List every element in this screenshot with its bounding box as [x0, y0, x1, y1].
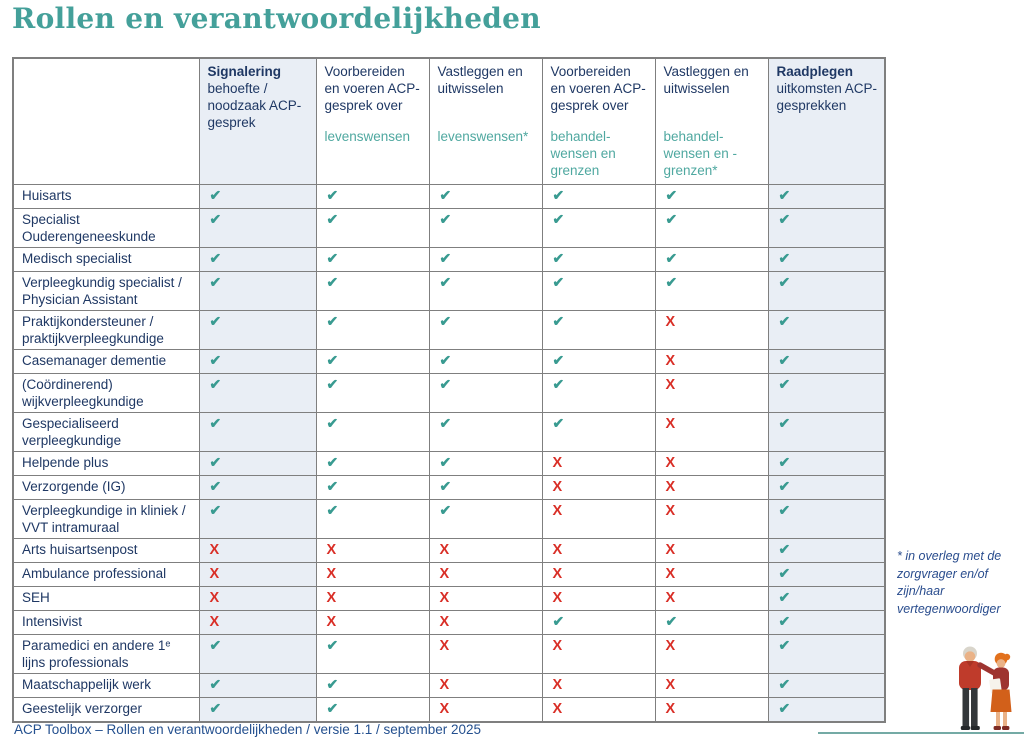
table-row: [13, 539, 885, 563]
corner-cell: [13, 58, 199, 185]
cross-icon: X: [439, 590, 450, 606]
check-icon: ✔: [439, 415, 452, 431]
check-icon: ✔: [778, 502, 791, 518]
table-row: [13, 674, 885, 698]
cross-icon: X: [665, 701, 676, 717]
role-label: Ambulance professional: [13, 563, 199, 587]
table-header: [13, 58, 885, 185]
cross-mark-cell: [655, 698, 768, 723]
cross-icon: X: [665, 566, 676, 582]
elderly-man-figure: [959, 647, 981, 731]
check-mark-cell: [655, 185, 768, 209]
check-mark-cell: [199, 698, 316, 723]
column-header-accent-label: levenswensen*: [437, 129, 529, 144]
cross-icon: X: [665, 503, 676, 519]
check-icon: ✔: [778, 565, 791, 581]
check-icon: ✔: [326, 187, 339, 203]
check-icon: ✔: [552, 613, 565, 629]
cross-mark-cell: [655, 413, 768, 452]
cross-mark-cell: [199, 587, 316, 611]
cross-mark-cell: [542, 539, 655, 563]
check-icon: ✔: [552, 415, 565, 431]
table-row: [13, 374, 885, 413]
cross-mark-cell: [655, 674, 768, 698]
check-mark-cell: [316, 413, 429, 452]
column-header-label: Vastleggen en uitwisselen: [437, 64, 523, 96]
check-icon: ✔: [439, 454, 452, 470]
check-mark-cell: [316, 248, 429, 272]
check-mark-cell: [316, 209, 429, 248]
cross-icon: X: [552, 638, 563, 654]
cross-icon: X: [552, 677, 563, 693]
role-label: Intensivist: [13, 611, 199, 635]
check-mark-cell: [655, 272, 768, 311]
check-icon: ✔: [326, 274, 339, 290]
cross-icon: X: [209, 590, 220, 606]
table-row: [13, 413, 885, 452]
check-mark-cell: [768, 587, 885, 611]
check-icon: ✔: [326, 454, 339, 470]
check-mark-cell: [199, 674, 316, 698]
column-header-label: Voorbereiden en voeren ACP-gesprek over: [324, 64, 420, 113]
check-icon: ✔: [326, 478, 339, 494]
check-mark-cell: [429, 350, 542, 374]
check-icon: ✔: [778, 637, 791, 653]
check-mark-cell: [768, 272, 885, 311]
check-icon: ✔: [778, 250, 791, 266]
check-mark-cell: [542, 185, 655, 209]
column-header-bold-label: Signalering: [207, 64, 282, 79]
cross-mark-cell: [199, 539, 316, 563]
column-header-label: behoefte / noodzaak ACP-gesprek: [207, 81, 302, 130]
check-mark-cell: [199, 635, 316, 674]
column-header: [316, 58, 429, 185]
cross-mark-cell: [429, 635, 542, 674]
cross-icon: X: [665, 416, 676, 432]
check-mark-cell: [199, 248, 316, 272]
cross-icon: X: [439, 638, 450, 654]
cross-mark-cell: [542, 635, 655, 674]
cross-icon: X: [665, 590, 676, 606]
cross-icon: X: [552, 701, 563, 717]
cross-mark-cell: [316, 563, 429, 587]
check-icon: ✔: [209, 676, 222, 692]
check-mark-cell: [768, 452, 885, 476]
check-mark-cell: [429, 248, 542, 272]
table-row: [13, 587, 885, 611]
cross-mark-cell: [542, 674, 655, 698]
check-mark-cell: [429, 476, 542, 500]
table-row: [13, 452, 885, 476]
check-mark-cell: [316, 452, 429, 476]
check-icon: ✔: [778, 187, 791, 203]
cross-icon: X: [439, 566, 450, 582]
check-mark-cell: [655, 209, 768, 248]
table-body: [13, 185, 885, 723]
cross-icon: X: [439, 614, 450, 630]
cross-mark-cell: [542, 563, 655, 587]
column-header-accent-label: levenswensen: [324, 129, 411, 144]
check-icon: ✔: [665, 187, 678, 203]
check-mark-cell: [542, 350, 655, 374]
check-icon: ✔: [778, 676, 791, 692]
check-mark-cell: [768, 476, 885, 500]
cross-icon: X: [665, 542, 676, 558]
check-icon: ✔: [209, 454, 222, 470]
cross-mark-cell: [199, 563, 316, 587]
cross-icon: X: [665, 479, 676, 495]
check-icon: ✔: [209, 352, 222, 368]
role-label: Specialist Ouderengeneeskunde: [13, 209, 199, 248]
check-icon: ✔: [552, 313, 565, 329]
table-row: [13, 209, 885, 248]
cross-icon: X: [439, 677, 450, 693]
cross-icon: X: [665, 314, 676, 330]
table-row: [13, 563, 885, 587]
role-label: (Coördinerend) wijkverpleegkundige: [13, 374, 199, 413]
check-mark-cell: [768, 539, 885, 563]
page-title: Rollen en verantwoordelijkheden: [12, 2, 541, 35]
table-row: [13, 185, 885, 209]
check-mark-cell: [768, 674, 885, 698]
table-row: [13, 350, 885, 374]
check-mark-cell: [199, 452, 316, 476]
cross-icon: X: [552, 542, 563, 558]
column-header-bold-label: Raadplegen: [776, 64, 854, 79]
check-icon: ✔: [552, 250, 565, 266]
check-mark-cell: [768, 698, 885, 723]
check-mark-cell: [199, 476, 316, 500]
check-icon: ✔: [326, 352, 339, 368]
column-header-label: Voorbereiden en voeren ACP-gesprek over: [550, 64, 646, 113]
table-row: [13, 698, 885, 723]
column-header-accent-label: behandel-wensen en - grenzen*: [663, 129, 738, 178]
cross-mark-cell: [542, 452, 655, 476]
check-icon: ✔: [209, 187, 222, 203]
check-mark-cell: [316, 185, 429, 209]
cross-mark-cell: [655, 635, 768, 674]
check-mark-cell: [316, 350, 429, 374]
check-icon: ✔: [778, 376, 791, 392]
role-label: Geestelijk verzorger: [13, 698, 199, 723]
check-icon: ✔: [209, 274, 222, 290]
check-icon: ✔: [778, 478, 791, 494]
cross-mark-cell: [655, 311, 768, 350]
column-header-label: uitkomsten ACP-gesprekken: [776, 81, 878, 113]
column-header: [429, 58, 542, 185]
check-mark-cell: [542, 413, 655, 452]
check-mark-cell: [199, 350, 316, 374]
check-icon: ✔: [778, 352, 791, 368]
cross-mark-cell: [655, 350, 768, 374]
role-label: Casemanager dementie: [13, 350, 199, 374]
cross-icon: X: [552, 590, 563, 606]
check-mark-cell: [768, 500, 885, 539]
check-mark-cell: [768, 311, 885, 350]
column-header: [655, 58, 768, 185]
check-mark-cell: [199, 272, 316, 311]
cross-icon: X: [326, 566, 337, 582]
check-icon: ✔: [778, 454, 791, 470]
cross-icon: X: [665, 353, 676, 369]
check-icon: ✔: [326, 211, 339, 227]
table-row: [13, 248, 885, 272]
check-mark-cell: [768, 563, 885, 587]
check-icon: ✔: [209, 415, 222, 431]
check-icon: ✔: [439, 211, 452, 227]
table-row: [13, 611, 885, 635]
check-mark-cell: [316, 272, 429, 311]
cross-mark-cell: [316, 539, 429, 563]
check-mark-cell: [655, 248, 768, 272]
check-mark-cell: [429, 452, 542, 476]
cross-icon: X: [326, 614, 337, 630]
check-icon: ✔: [326, 502, 339, 518]
check-icon: ✔: [778, 274, 791, 290]
check-mark-cell: [542, 611, 655, 635]
footnote: * in overleg met de zorgvrager en/of zijn/haar vertegenwoordiger: [897, 549, 1002, 616]
check-mark-cell: [199, 500, 316, 539]
cross-mark-cell: [542, 476, 655, 500]
cross-mark-cell: [542, 698, 655, 723]
check-icon: ✔: [778, 613, 791, 629]
check-icon: ✔: [439, 376, 452, 392]
check-mark-cell: [199, 413, 316, 452]
check-icon: ✔: [778, 700, 791, 716]
check-icon: ✔: [439, 352, 452, 368]
cross-mark-cell: [429, 539, 542, 563]
check-mark-cell: [316, 500, 429, 539]
table-row: [13, 311, 885, 350]
check-icon: ✔: [209, 211, 222, 227]
cross-mark-cell: [429, 674, 542, 698]
role-label: Arts huisartsenpost: [13, 539, 199, 563]
role-label: SEH: [13, 587, 199, 611]
cross-mark-cell: [655, 587, 768, 611]
check-mark-cell: [429, 500, 542, 539]
check-mark-cell: [542, 209, 655, 248]
check-icon: ✔: [326, 415, 339, 431]
check-mark-cell: [768, 635, 885, 674]
check-icon: ✔: [209, 478, 222, 494]
check-mark-cell: [429, 311, 542, 350]
check-icon: ✔: [209, 700, 222, 716]
role-label: Maatschappelijk werk: [13, 674, 199, 698]
check-icon: ✔: [326, 376, 339, 392]
cross-icon: X: [665, 377, 676, 393]
check-mark-cell: [768, 209, 885, 248]
check-icon: ✔: [209, 250, 222, 266]
check-icon: ✔: [552, 211, 565, 227]
check-mark-cell: [429, 374, 542, 413]
cross-icon: X: [439, 701, 450, 717]
check-mark-cell: [768, 248, 885, 272]
check-mark-cell: [655, 611, 768, 635]
table-row: [13, 272, 885, 311]
check-icon: ✔: [209, 376, 222, 392]
cross-icon: X: [209, 542, 220, 558]
cross-icon: X: [326, 542, 337, 558]
check-mark-cell: [316, 635, 429, 674]
cross-icon: X: [665, 677, 676, 693]
check-mark-cell: [768, 611, 885, 635]
check-icon: ✔: [439, 187, 452, 203]
check-icon: ✔: [778, 211, 791, 227]
check-mark-cell: [316, 674, 429, 698]
cross-mark-cell: [542, 500, 655, 539]
check-mark-cell: [199, 374, 316, 413]
role-label: Helpende plus: [13, 452, 199, 476]
role-label: Verpleegkundige in kliniek / VVT intramuraal: [13, 500, 199, 539]
cross-mark-cell: [429, 563, 542, 587]
cross-mark-cell: [655, 374, 768, 413]
cross-icon: X: [552, 566, 563, 582]
check-icon: ✔: [326, 313, 339, 329]
check-icon: ✔: [439, 250, 452, 266]
roles-table: [12, 57, 886, 723]
check-icon: ✔: [326, 250, 339, 266]
check-icon: ✔: [665, 274, 678, 290]
check-mark-cell: [429, 209, 542, 248]
cross-mark-cell: [429, 698, 542, 723]
cross-icon: X: [552, 503, 563, 519]
check-mark-cell: [768, 374, 885, 413]
column-header-label: Vastleggen en uitwisselen: [663, 64, 749, 96]
check-icon: ✔: [665, 613, 678, 629]
check-mark-cell: [429, 185, 542, 209]
cross-mark-cell: [199, 611, 316, 635]
check-mark-cell: [316, 476, 429, 500]
column-header: [199, 58, 316, 185]
role-label: Paramedici en andere 1ᵉ lijns professionals: [13, 635, 199, 674]
check-icon: ✔: [665, 250, 678, 266]
cross-mark-cell: [655, 539, 768, 563]
check-icon: ✔: [439, 502, 452, 518]
check-icon: ✔: [209, 502, 222, 518]
caregiver-woman-figure: [980, 653, 1012, 730]
check-mark-cell: [542, 272, 655, 311]
cross-mark-cell: [542, 587, 655, 611]
check-mark-cell: [768, 350, 885, 374]
cross-icon: X: [552, 455, 563, 471]
column-header: [768, 58, 885, 185]
table-row: [13, 500, 885, 539]
check-mark-cell: [199, 209, 316, 248]
check-icon: ✔: [552, 187, 565, 203]
cross-mark-cell: [655, 452, 768, 476]
check-mark-cell: [199, 185, 316, 209]
check-icon: ✔: [326, 700, 339, 716]
check-icon: ✔: [552, 274, 565, 290]
cross-icon: X: [665, 638, 676, 654]
cross-icon: X: [209, 566, 220, 582]
role-label: Huisarts: [13, 185, 199, 209]
cross-mark-cell: [655, 563, 768, 587]
check-icon: ✔: [778, 541, 791, 557]
role-label: Praktijkondersteuner / praktijkverpleegkundige: [13, 311, 199, 350]
cross-mark-cell: [429, 611, 542, 635]
check-mark-cell: [768, 413, 885, 452]
check-mark-cell: [542, 374, 655, 413]
check-icon: ✔: [665, 211, 678, 227]
role-label: Medisch specialist: [13, 248, 199, 272]
cross-mark-cell: [316, 587, 429, 611]
check-mark-cell: [429, 413, 542, 452]
check-mark-cell: [316, 698, 429, 723]
check-mark-cell: [542, 311, 655, 350]
check-icon: ✔: [439, 274, 452, 290]
role-label: Gespecialiseerd verpleegkundige: [13, 413, 199, 452]
cross-mark-cell: [655, 500, 768, 539]
cross-mark-cell: [316, 611, 429, 635]
check-mark-cell: [542, 248, 655, 272]
column-header-accent-label: behandel-wensen en grenzen: [550, 129, 616, 178]
table-row: [13, 476, 885, 500]
check-icon: ✔: [326, 676, 339, 692]
table-row: [13, 635, 885, 674]
people-illustration: [946, 646, 1024, 734]
check-icon: ✔: [439, 313, 452, 329]
footer-text: ACP Toolbox – Rollen en verantwoordelijkheden / versie 1.1 / september 2025: [14, 722, 482, 737]
check-mark-cell: [316, 374, 429, 413]
check-icon: ✔: [326, 637, 339, 653]
check-mark-cell: [768, 185, 885, 209]
check-mark-cell: [199, 311, 316, 350]
role-label: Verzorgende (IG): [13, 476, 199, 500]
cross-mark-cell: [655, 476, 768, 500]
check-mark-cell: [429, 272, 542, 311]
check-icon: ✔: [439, 478, 452, 494]
check-icon: ✔: [209, 637, 222, 653]
cross-mark-cell: [429, 587, 542, 611]
check-mark-cell: [316, 311, 429, 350]
check-icon: ✔: [209, 313, 222, 329]
check-icon: ✔: [778, 415, 791, 431]
column-header: [542, 58, 655, 185]
check-icon: ✔: [552, 376, 565, 392]
cross-icon: X: [552, 479, 563, 495]
cross-icon: X: [665, 455, 676, 471]
check-icon: ✔: [552, 352, 565, 368]
cross-icon: X: [209, 614, 220, 630]
cross-icon: X: [326, 590, 337, 606]
cross-icon: X: [439, 542, 450, 558]
check-icon: ✔: [778, 589, 791, 605]
check-icon: ✔: [778, 313, 791, 329]
role-label: Verpleegkundig specialist / Physician Assistant: [13, 272, 199, 311]
